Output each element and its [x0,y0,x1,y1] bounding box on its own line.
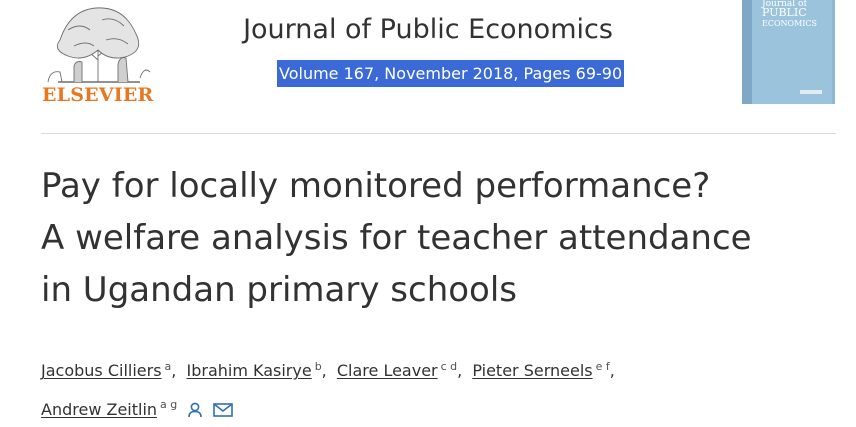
author-item[interactable] [337,361,467,380]
author-affiliation[interactable]: c d [440,360,458,373]
author-affiliation[interactable]: e f [595,360,610,373]
author-separator: , [609,361,615,381]
article-header [0,0,856,134]
author-line-1 [41,350,841,388]
author-separator: , [171,361,177,381]
author-separator: , [457,361,463,381]
publisher-name[interactable]: ELSEVIER [42,84,154,106]
author-line-2 [41,388,841,426]
journal-title[interactable]: Journal of Public Economics [243,14,613,45]
author-name[interactable]: Andrew Zeitlin [41,399,158,419]
article-title-line-1: Pay for locally monitored performance? [41,166,711,206]
author-item[interactable] [186,361,331,380]
author-name[interactable]: Pieter Serneels [472,361,593,381]
issue-info-link[interactable]: Volume 167, November 2018, Pages 69-90 [277,60,624,87]
author-item[interactable] [41,361,181,380]
author-name[interactable]: Jacobus Cilliers [41,361,162,381]
author-name[interactable]: Clare Leaver [336,361,438,381]
journal-cover-image[interactable] [742,0,835,104]
author-item[interactable] [41,400,177,419]
article-title [41,160,841,316]
cover-line-2: PUBLIC [762,6,807,19]
envelope-icon[interactable] [213,403,233,417]
author-name[interactable]: Ibrahim Kasirye [186,361,312,381]
header-divider [41,133,836,134]
cover-line-1: Journal of [762,0,807,9]
author-list [41,350,841,427]
person-icon[interactable] [188,402,202,418]
author-item[interactable] [472,361,620,380]
author-affiliation[interactable]: a g [160,398,178,412]
author-affiliation[interactable]: a [164,360,172,373]
article-title-line-3: in Ugandan primary schools [41,270,518,310]
cover-line-3: ECONOMICS [762,19,818,28]
journal-title-link[interactable] [0,14,856,46]
article-title-line-2: A welfare analysis for teacher attendance [41,218,752,258]
author-affiliation[interactable]: b [314,360,322,373]
author-separator: , [321,361,327,381]
journal-cover-thumbnail [742,0,835,104]
